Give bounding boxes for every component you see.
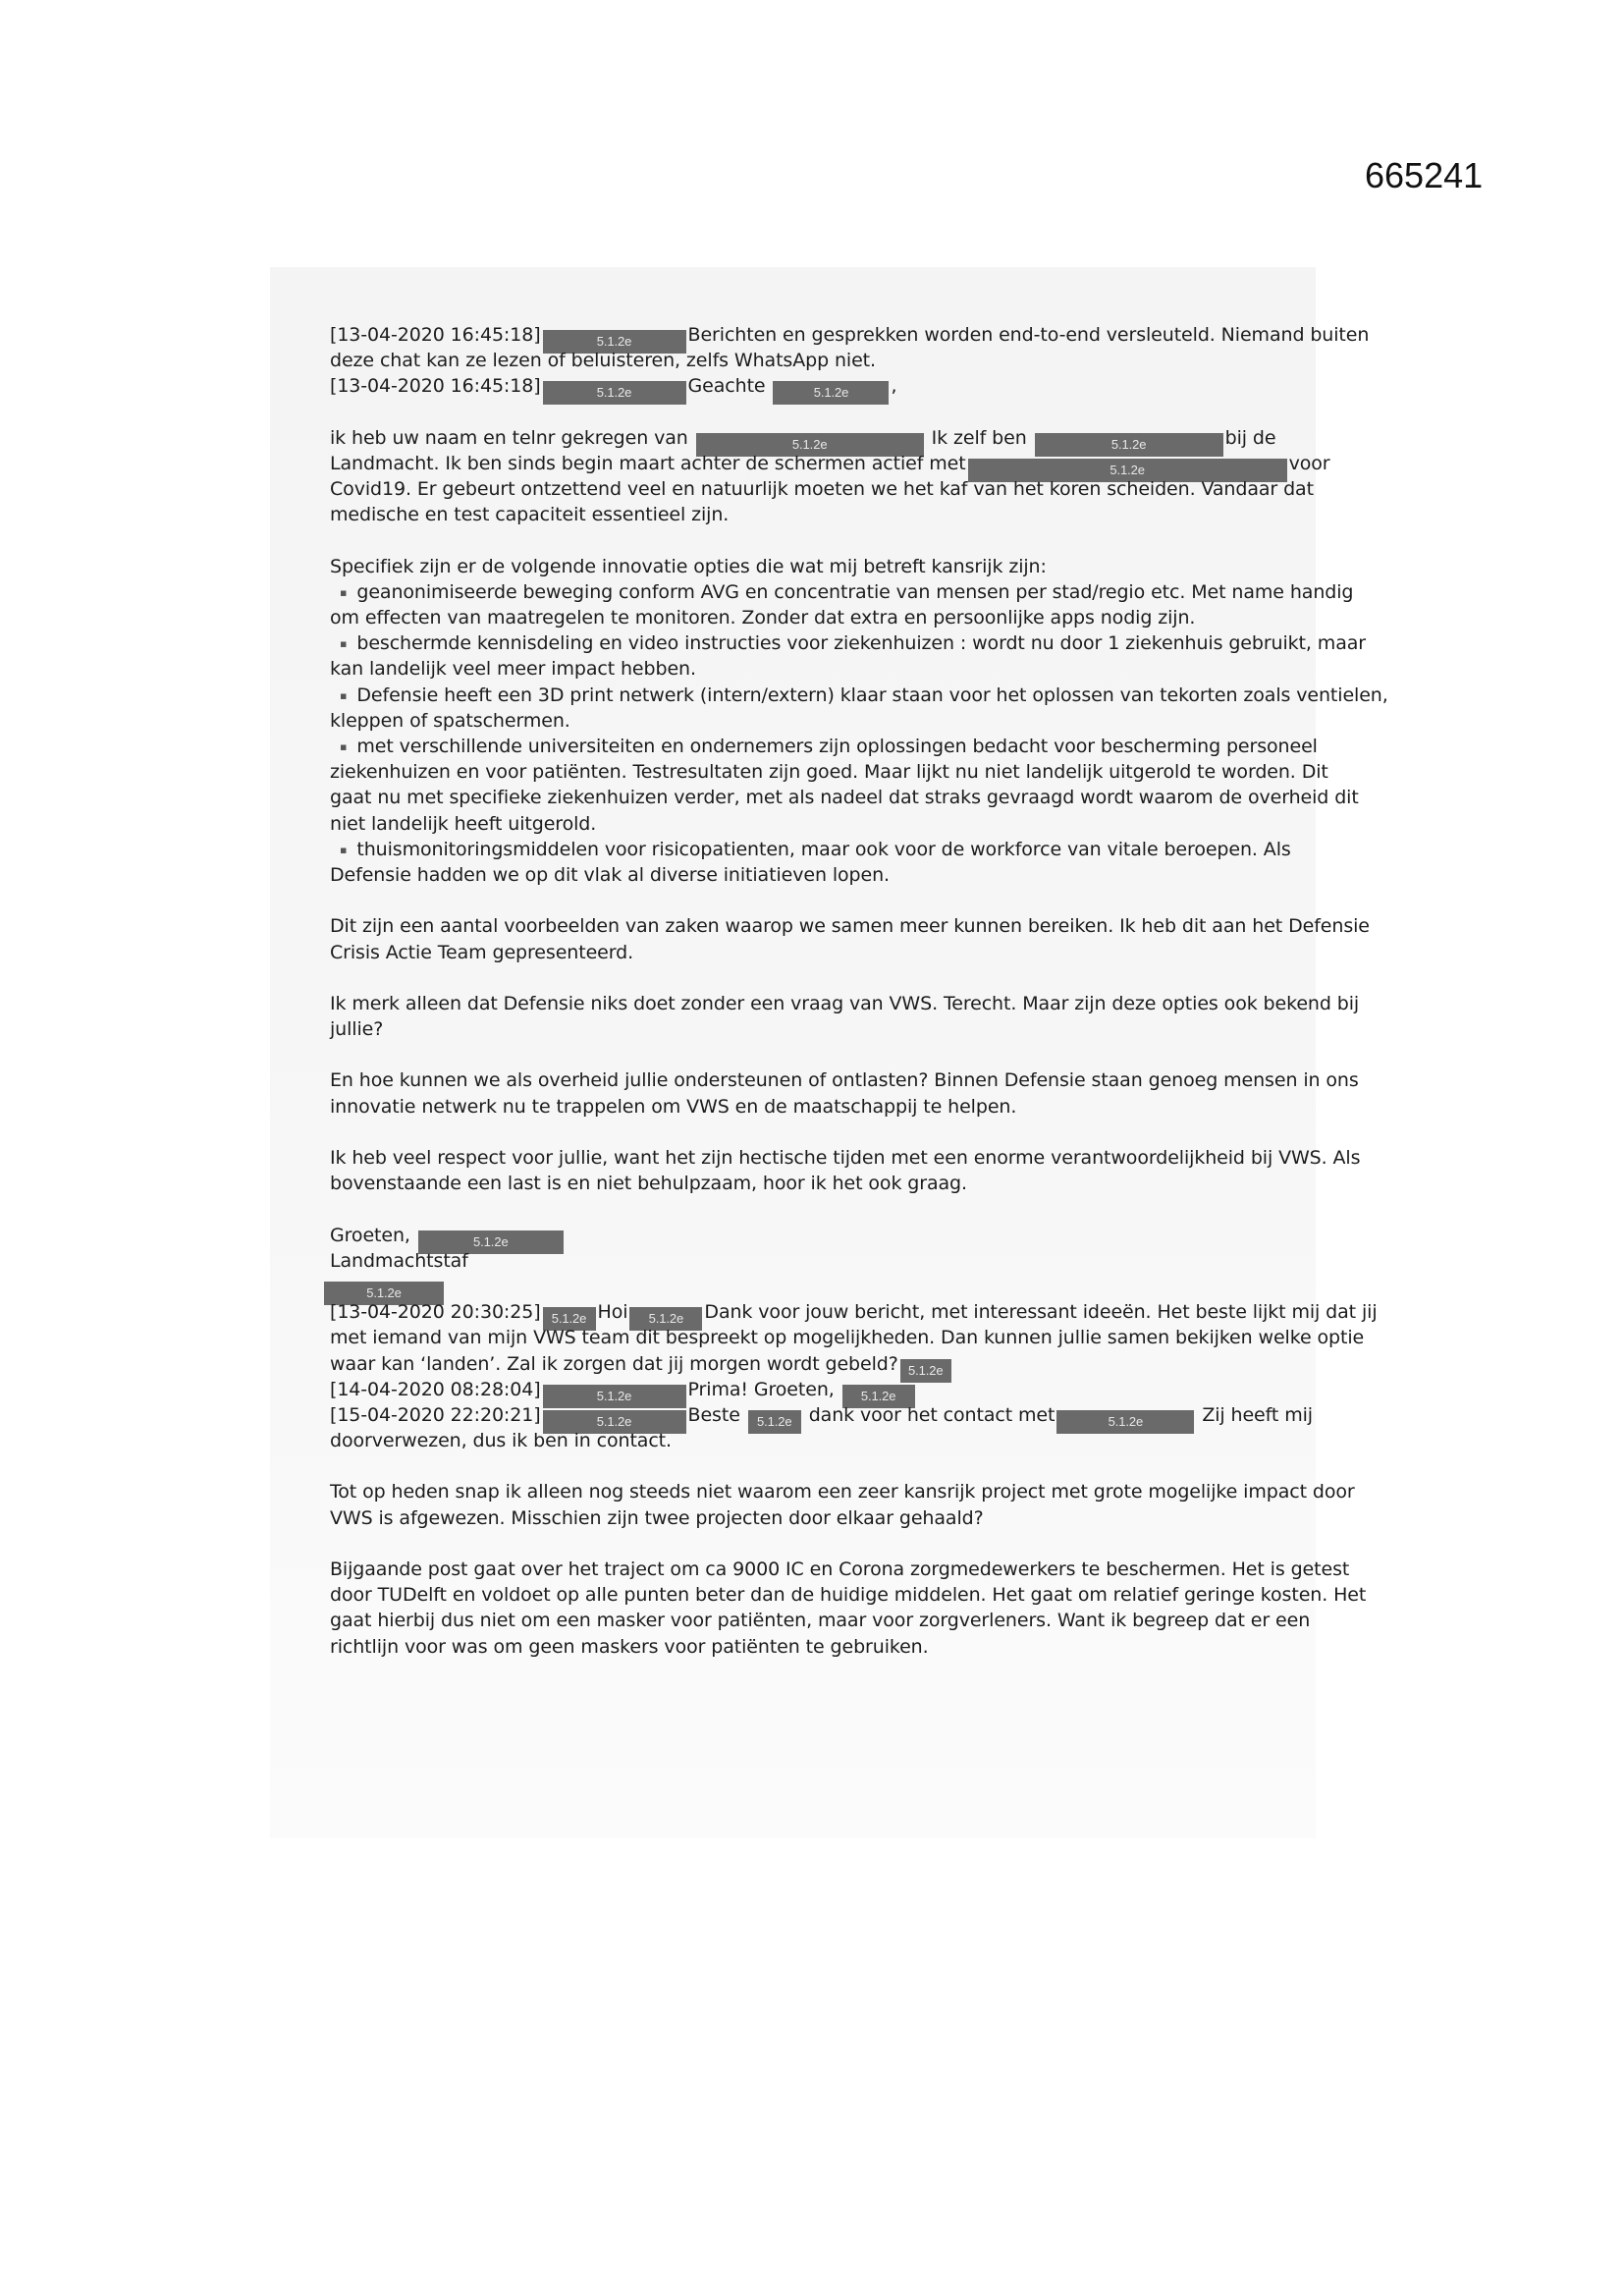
message-line: doorverwezen, dus ik ben in contact. (330, 1430, 672, 1452)
bullet-icon: ▪ (340, 843, 348, 856)
message-line (330, 1402, 1331, 1428)
paragraph-line: VWS is afgewezen. Misschien zijn twee projecten door elkaar gehaald? (330, 1506, 984, 1529)
list-item: ▪ Defensie heeft een 3D print netwerk (intern/extern) klaar staan voor het oplossen van tekorten zoals ventielen, (330, 683, 1331, 708)
timestamp: [14-04-2020 08:28:04] (330, 1378, 541, 1400)
message-text: Berichten en gesprekken worden end-to-end versleuteld. Niemand buiten (687, 324, 1370, 346)
redaction-box: 5.1.2e (842, 1385, 915, 1408)
paragraph-text: Landmacht. Ik ben sinds begin maart achter de schermen actief met (330, 452, 966, 474)
list-item-continuation: kan landelijk veel meer impact hebben. (330, 658, 696, 681)
timestamp: [13-04-2020 20:30:25] (330, 1301, 541, 1324)
paragraph-line: Dit zijn een aantal voorbeelden van zaken waarop we samen meer kunnen bereiken. Ik heb dit aan het Defensie (330, 915, 1370, 938)
message-text: Prima! Groeten, (687, 1378, 835, 1400)
message-line: met iemand van mijn VWS team dit bespreekt op mogelijkheden. Dan kunnen jullie samen bekijken welke optie (330, 1327, 1365, 1349)
signoff-greeting: Groeten, (330, 1224, 410, 1246)
message-line (330, 1377, 1331, 1402)
message-text: waar kan ‘landen’. Zal ik zorgen dat jij morgen wordt gebeld? (330, 1352, 898, 1375)
redaction-box: 5.1.2e (1035, 433, 1223, 457)
paragraph-line: door TUDelft en voldoet op alle punten beter dan de huidige middelen. Het gaat om relatief geringe kosten. Het (330, 1584, 1367, 1607)
paragraph-line: richtlijn voor was om geen maskers voor patiënten te gebruiken. (330, 1635, 929, 1658)
list-item-continuation: kleppen of spatschermen. (330, 709, 570, 732)
message-text: dank voor het contact met (808, 1403, 1056, 1426)
signoff-line (330, 1223, 1331, 1248)
message-line (330, 1351, 1331, 1377)
paragraph-line: medische en test capaciteit essentieel zijn. (330, 504, 730, 526)
bullet-icon: ▪ (340, 585, 348, 599)
timestamp: [13-04-2020 16:45:18] (330, 375, 541, 398)
signoff-org: Landmachtstaf (330, 1249, 468, 1272)
list-item: ▪ beschermde kennisdeling en video instructies voor ziekenhuizen : wordt nu door 1 ziekenhuis gebruikt, maar (330, 630, 1331, 656)
list-item: ▪ geanonimiseerde beweging conform AVG en concentratie van mensen per stad/regio etc. Met name handig (330, 579, 1331, 605)
list-item-continuation: niet landelijk heeft uitgerold. (330, 812, 597, 835)
redaction-box: 5.1.2e (696, 433, 924, 457)
redaction-box: 5.1.2e (543, 1307, 596, 1331)
list-item-continuation: Defensie hadden we op dit vlak al diverse initiatieven lopen. (330, 863, 890, 886)
bullet-icon: ▪ (340, 637, 348, 651)
paragraph-line: Ik heb veel respect voor jullie, want het zijn hectische tijden met een enorme verantwoordelijkheid bij VWS. Als (330, 1147, 1361, 1169)
chat-transcript (330, 322, 1388, 1660)
paragraph-line: En hoe kunnen we als overheid jullie ondersteunen of ontlasten? Binnen Defensie staan genoeg mensen in ons (330, 1069, 1359, 1092)
message-line (330, 322, 1370, 349)
list-item: ▪ thuismonitoringsmiddelen voor risicopatienten, maar ook voor de workforce van vitale beroepen. Als (330, 837, 1331, 862)
list-item: ▪ met verschillende universiteiten en ondernemers zijn oplossingen bedacht voor bescherming personeel (330, 734, 1331, 759)
paragraph-text: Ik zelf ben (931, 426, 1027, 449)
paragraph-line: bovenstaande een last is en niet behulpzaam, hoor ik het ook graag. (330, 1173, 967, 1195)
message-line (330, 348, 1331, 373)
message-line (330, 373, 1331, 399)
message-line (330, 1299, 1378, 1327)
message-text: Beste (687, 1403, 740, 1426)
timestamp: [15-04-2020 22:20:21] (330, 1403, 541, 1426)
redaction-box: 5.1.2e (543, 1385, 686, 1408)
message-text: Geachte (687, 375, 766, 398)
redaction-box: 5.1.2e (543, 381, 686, 405)
paragraph-line: Covid19. Er gebeurt ontzettend veel en natuurlijk moeten we het kaf van het koren scheiden. Vandaar dat (330, 478, 1314, 501)
redaction-box: 5.1.2e (773, 381, 889, 405)
redaction-box: 5.1.2e (1056, 1410, 1194, 1434)
paragraph-line (330, 451, 1331, 476)
list-item-continuation: gaat nu met specifieke ziekenhuizen verder, met als nadeel dat straks gevraagd wordt waarom de overheid dit (330, 787, 1359, 809)
paragraph-line (330, 425, 1331, 451)
bullet-icon: ▪ (340, 740, 348, 753)
message-text: deze chat kan ze lezen of beluisteren, zelfs WhatsApp niet. (330, 350, 876, 372)
redaction-box: 5.1.2e (748, 1410, 801, 1434)
bullet-icon: ▪ (340, 688, 348, 702)
redaction-box: 5.1.2e (629, 1307, 702, 1331)
redaction-box: 5.1.2e (418, 1230, 564, 1254)
paragraph-line: Ik merk alleen dat Defensie niks doet zonder een vraag van VWS. Terecht. Maar zijn deze opties ook bekend bij (330, 992, 1360, 1014)
redaction-box: 5.1.2e (324, 1282, 444, 1305)
list-heading: Specifiek zijn er de volgende innovatie opties die wat mij betreft kansrijk zijn: (330, 555, 1047, 577)
paragraph-line: innovatie netwerk nu te trappelen om VWS en de maatschappij te helpen. (330, 1095, 1017, 1118)
paragraph-line: Crisis Actie Team gepresenteerd. (330, 941, 634, 963)
paragraph-text: bij de (1224, 426, 1276, 449)
document-number: 665241 (1365, 155, 1484, 195)
redaction-box: 5.1.2e (900, 1359, 951, 1383)
redaction-box: 5.1.2e (543, 1410, 686, 1434)
message-text: Zij heeft mij (1202, 1403, 1313, 1426)
redaction-box: 5.1.2e (968, 459, 1287, 482)
paragraph-line: Bijgaande post gaat over het traject om ca 9000 IC en Corona zorgmedewerkers te beschermen. Het is getest (330, 1558, 1350, 1580)
paragraph-line: gaat hierbij dus niet om een masker voor patiënten, maar voor zorgverleners. Want ik begreep dat er een (330, 1610, 1311, 1632)
punctuation: , (891, 375, 897, 398)
paragraph-line: Tot op heden snap ik alleen nog steeds niet waarom een zeer kansrijk project met grote mogelijke impact door (330, 1481, 1355, 1503)
paragraph-text: voor (1288, 452, 1330, 474)
paragraph-text: ik heb uw naam en telnr gekregen van (330, 426, 688, 449)
signoff-line (330, 1274, 1331, 1299)
paragraph-line: jullie? (330, 1018, 384, 1041)
message-text: Dank voor jouw bericht, met interessant ideeën. Het beste lijkt mij dat jij (704, 1301, 1378, 1324)
message-text: Hoi (597, 1301, 628, 1324)
redaction-box: 5.1.2e (543, 330, 686, 354)
list-item-continuation: ziekenhuizen en voor patiënten. Testresultaten zijn goed. Maar lijkt nu niet landelijk uitgerold te worden. Dit (330, 761, 1328, 784)
list-item-continuation: om effecten van maatregelen te monitoren. Zonder dat extra en persoonlijke apps nodig zijn. (330, 607, 1196, 629)
timestamp: [13-04-2020 16:45:18] (330, 324, 541, 346)
